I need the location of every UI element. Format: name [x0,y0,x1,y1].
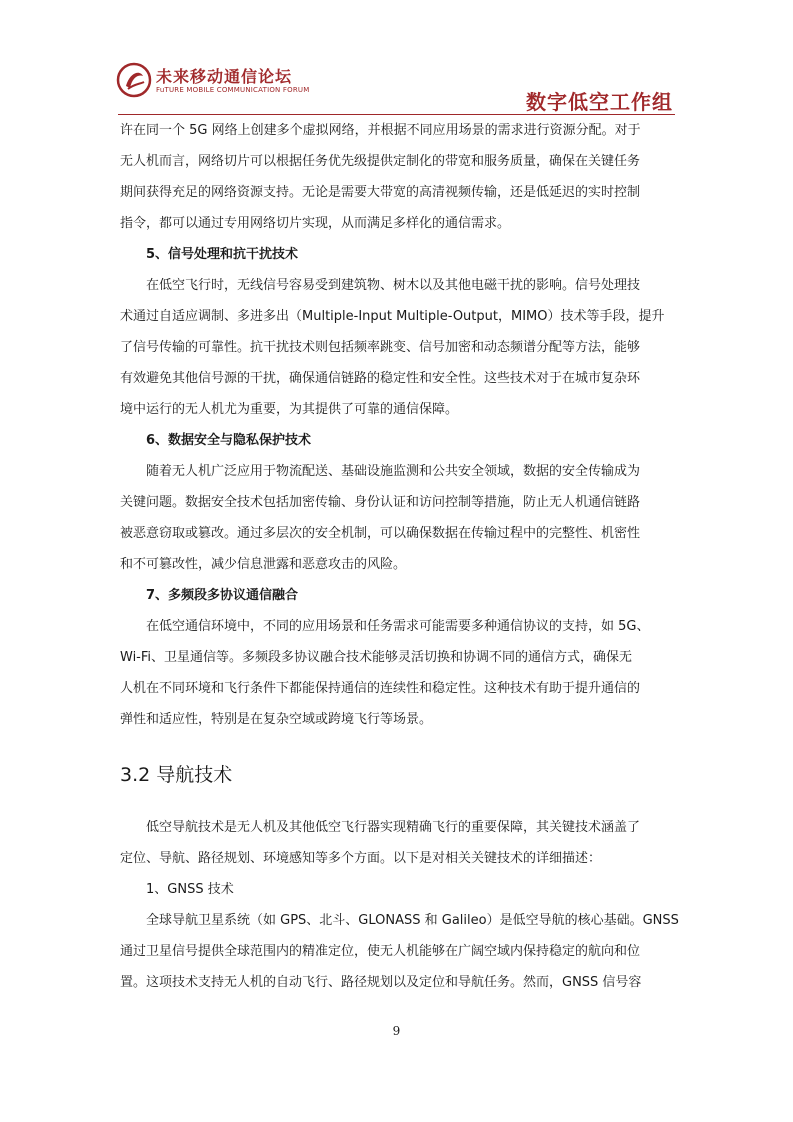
paragraph-line: 关键问题。数据安全技术包括加密传输、身份认证和访问控制等措施，防止无人机通信链路 [120,495,641,510]
paragraph-line: 人机在不同环境和飞行条件下都能保持通信的连续性和稳定性。这种技术有助于提升通信的 [120,681,641,696]
working-group-title: 数字低空工作组 [526,90,673,114]
paragraph-line: 有效避免其他信号源的干扰，确保通信链路的稳定性和安全性。这些技术对于在城市复杂环 [120,371,641,386]
page-number: 9 [392,1024,401,1038]
paragraph-line: 和不可篡改性，减少信息泄露和恶意攻击的风险。 [120,557,407,572]
org-name-en: FuTURE MOBILE COMMUNICATION FORUM [156,86,310,94]
subheading-signal-processing: 5、信号处理和抗干扰技术 [146,247,299,262]
header-divider [118,114,675,115]
paragraph-line: 境中运行的无人机尤为重要，为其提供了可靠的通信保障。 [120,402,459,417]
subheading-multi-protocol: 7、多频段多协议通信融合 [146,588,299,603]
paragraph-line: 置。这项技术支持无人机的自动飞行、路径规划以及定位和导航任务。然而，GNSS 信号容 [120,975,642,990]
paragraph-line: 弹性和适应性，特别是在复杂空域或跨境飞行等场景。 [120,712,433,727]
paragraph-line: 通过卫星信号提供全球范围内的精准定位，使无人机能够在广阔空域内保持稳定的航向和位 [120,944,641,959]
paragraph-line: 在低空通信环境中，不同的应用场景和任务需求可能需要多种通信协议的支持，如 5G、 [146,619,650,634]
paragraph-line: 指令，都可以通过专用网络切片实现，从而满足多样化的通信需求。 [120,216,511,231]
forum-logo [116,62,326,102]
paragraph-line: 被恶意窃取或篡改。通过多层次的安全机制，可以确保数据在传输过程中的完整性、机密性 [120,526,641,541]
paragraph-line: 许在同一个 5G 网络上创建多个虚拟网络，并根据不同应用场景的需求进行资源分配。对于 [120,123,641,138]
paragraph-line: Wi-Fi、卫星通信等。多频段多协议融合技术能够灵活切换和协调不同的通信方式，确保无 [120,650,633,665]
paragraph-line: 术通过自适应调制、多进多出（Multiple-Input Multiple-Output，MIMO）技术等手段，提升 [120,309,665,324]
subheading-data-security: 6、数据安全与隐私保护技术 [146,433,312,448]
section-heading-navigation: 3.2 导航技术 [120,764,233,786]
paragraph-line: 无人机而言，网络切片可以根据任务优先级提供定制化的带宽和服务质量，确保在关键任务 [120,154,641,169]
paragraph-line: 定位、导航、路径规划、环境感知等多个方面。以下是对相关关键技术的详细描述： [120,851,602,866]
org-name-cn: 未来移动通信论坛 [156,67,293,86]
paragraph-line: 低空导航技术是无人机及其他低空飞行器实现精确飞行的重要保障，其关键技术涵盖了 [146,820,641,835]
forum-logo-icon [116,62,152,98]
paragraph-line: 在低空飞行时，无线信号容易受到建筑物、树木以及其他电磁干扰的影响。信号处理技 [146,278,641,293]
paragraph-line: 全球导航卫星系统（如 GPS、北斗、GLONASS 和 Galileo）是低空导航的核心基础。GNSS [146,913,679,928]
paragraph-line: 期间获得充足的网络资源支持。无论是需要大带宽的高清视频传输，还是低延迟的实时控制 [120,185,641,200]
paragraph-line: 随着无人机广泛应用于物流配送、基础设施监测和公共安全领域，数据的安全传输成为 [146,464,641,479]
subheading-gnss: 1、GNSS 技术 [146,882,234,897]
paragraph-line: 了信号传输的可靠性。抗干扰技术则包括频率跳变、信号加密和动态频谱分配等方法，能够 [120,340,641,355]
